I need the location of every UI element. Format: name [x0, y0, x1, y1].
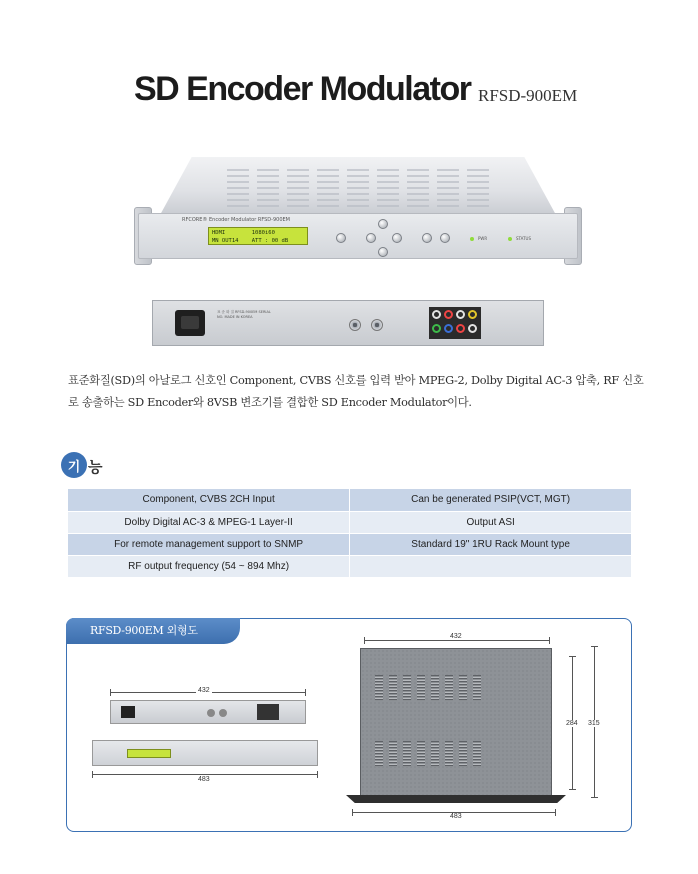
right-arrow-button — [392, 233, 402, 243]
top-vents — [208, 169, 508, 207]
up-arrow-button — [378, 219, 388, 229]
rf-out-connector — [349, 319, 361, 331]
top-view-rack-bracket — [346, 795, 566, 803]
rear-label: 표 준 화 질 RFSD-900EM SERIAL NO. MADE IN KOREA — [217, 310, 271, 319]
table-cell: Standard 19" 1RU Rack Mount type — [350, 533, 632, 555]
table-cell: Dolby Digital AC-3 & MPEG-1 Layer-II — [68, 511, 350, 533]
asi-out-connector — [371, 319, 383, 331]
av-input-block — [429, 307, 481, 339]
down-arrow-button — [378, 247, 388, 257]
dimension-label: 284 — [566, 720, 578, 727]
dimension-label: 483 — [450, 813, 462, 820]
table-cell: For remote management support to SNMP — [68, 533, 350, 555]
lcd-line-1: HDMI 1080i60 — [212, 230, 275, 236]
table-row — [68, 511, 632, 533]
top-view-drawing — [360, 648, 552, 796]
rear-view-drawing — [110, 700, 306, 724]
dimension-label: 483 — [198, 776, 210, 783]
dimension-line — [92, 774, 318, 775]
feature-table — [68, 489, 632, 578]
table-cell: RF output frequency (54 ~ 894 Mhz) — [68, 555, 350, 577]
table-row — [68, 533, 632, 555]
model-number: RFSD-900EM — [478, 86, 578, 105]
front-panel-photo — [138, 155, 578, 275]
table-cell: Can be generated PSIP(VCT, MGT) — [350, 489, 632, 511]
function-section-badge: 기 — [61, 452, 87, 478]
product-description: 표준화질(SD)의 아날로그 신호인 Component, CVBS 신호를 입력 받아 MPEG-2, Dolby Digital AC-3 압축, RF 신호로 송출하는 SD Encoder와 8VSB 변조기를 결합한 SD Encoder Modulator이다. — [68, 374, 644, 409]
status-led-label: STATUS — [516, 236, 532, 241]
power-socket — [175, 310, 205, 336]
table-cell: Output ASI — [350, 511, 632, 533]
front-view-lcd — [127, 749, 171, 758]
table-row — [68, 489, 632, 511]
front-view-drawing — [92, 740, 318, 766]
lcd-line-2: MN OUT14 ATT : 00 dB — [212, 238, 289, 244]
rear-panel-photo — [152, 300, 544, 346]
device-lcd — [208, 227, 308, 245]
function-section-title: 능 — [88, 458, 103, 476]
power-led — [470, 237, 474, 241]
device-brand-label: RFCORE® Encoder Modulator RFSD-900EM — [182, 217, 290, 223]
enter-button — [422, 233, 432, 243]
dimension-label: 432 — [450, 633, 462, 640]
table-cell: Component, CVBS 2CH Input — [68, 489, 350, 511]
dimension-line — [364, 640, 550, 641]
dimension-label: 315 — [588, 720, 600, 727]
status-led — [508, 237, 512, 241]
power-led-label: PWR — [478, 236, 488, 241]
left-arrow-button — [366, 233, 376, 243]
page-title: SD Encoder Modulator — [134, 70, 471, 108]
power-knob — [336, 233, 346, 243]
table-cell — [350, 555, 632, 577]
dimension-label: 432 — [198, 687, 210, 694]
table-row — [68, 555, 632, 577]
esc-button — [440, 233, 450, 243]
outline-section-title: RFSD-900EM 외형도 — [66, 618, 240, 644]
